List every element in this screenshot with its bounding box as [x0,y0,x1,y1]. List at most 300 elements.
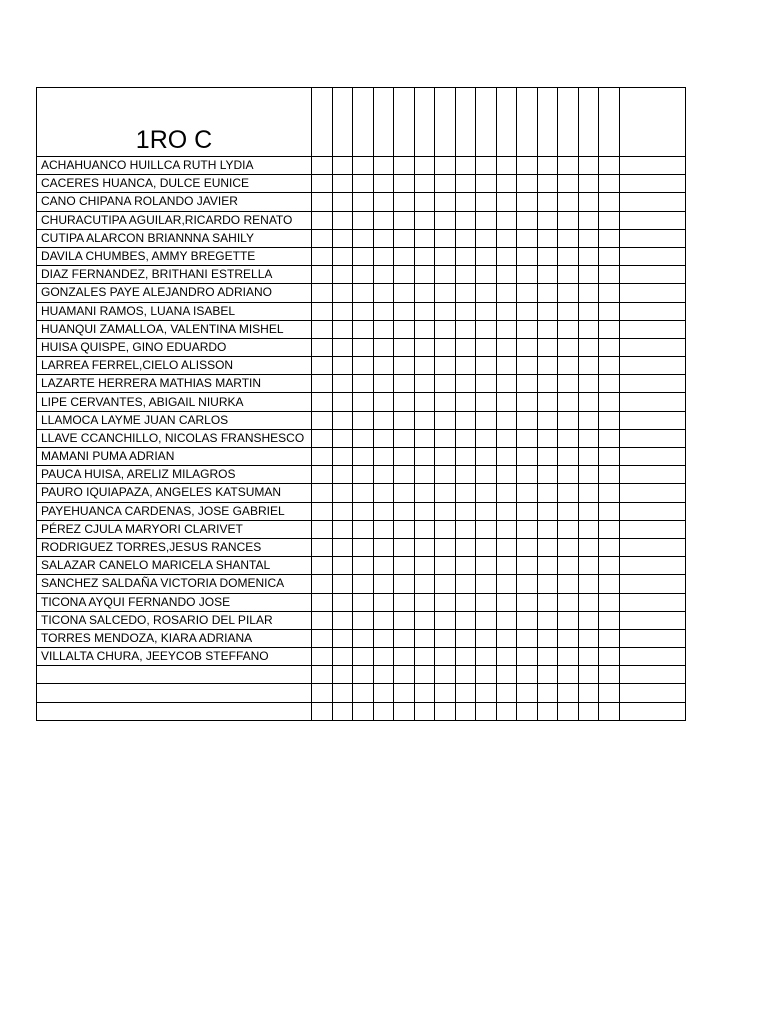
student-name-cell[interactable]: LIPE CERVANTES, ABIGAIL NIURKA [37,393,312,411]
mark-cell[interactable] [517,666,538,684]
mark-cell[interactable] [414,302,435,320]
mark-cell[interactable] [619,302,685,320]
mark-cell[interactable] [394,629,415,647]
mark-cell[interactable] [455,648,476,666]
mark-cell[interactable] [332,302,353,320]
mark-cell[interactable] [558,193,579,211]
mark-cell[interactable] [455,466,476,484]
mark-cell[interactable] [517,575,538,593]
mark-cell[interactable] [414,611,435,629]
mark-cell[interactable] [332,666,353,684]
mark-cell[interactable] [312,211,333,229]
mark-cell[interactable] [619,229,685,247]
mark-cell[interactable] [599,666,620,684]
mark-cell[interactable] [353,702,374,720]
mark-cell[interactable] [496,538,517,556]
mark-cell[interactable] [455,611,476,629]
mark-cell[interactable] [394,211,415,229]
mark-cell[interactable] [537,666,558,684]
student-name-cell[interactable]: SANCHEZ SALDAÑA VICTORIA DOMENICA [37,575,312,593]
mark-cell[interactable] [373,357,394,375]
mark-cell[interactable] [394,666,415,684]
mark-cell[interactable] [353,484,374,502]
mark-cell[interactable] [394,502,415,520]
mark-cell[interactable] [435,666,456,684]
mark-cell[interactable] [599,302,620,320]
header-mark-cell[interactable] [373,88,394,157]
header-mark-cell[interactable] [455,88,476,157]
mark-cell[interactable] [517,175,538,193]
mark-cell[interactable] [578,302,599,320]
mark-cell[interactable] [496,157,517,175]
mark-cell[interactable] [537,266,558,284]
mark-cell[interactable] [435,629,456,647]
mark-cell[interactable] [455,211,476,229]
mark-cell[interactable] [599,448,620,466]
mark-cell[interactable] [599,320,620,338]
student-name-cell[interactable]: LLAVE CCANCHILLO, NICOLAS FRANSHESCO [37,429,312,447]
mark-cell[interactable] [435,247,456,265]
mark-cell[interactable] [496,466,517,484]
mark-cell[interactable] [578,229,599,247]
mark-cell[interactable] [435,466,456,484]
mark-cell[interactable] [476,502,497,520]
mark-cell[interactable] [517,320,538,338]
mark-cell[interactable] [476,320,497,338]
mark-cell[interactable] [455,284,476,302]
mark-cell[interactable] [394,648,415,666]
mark-cell[interactable] [373,375,394,393]
mark-cell[interactable] [599,629,620,647]
mark-cell[interactable] [496,684,517,702]
mark-cell[interactable] [578,175,599,193]
mark-cell[interactable] [517,247,538,265]
mark-cell[interactable] [414,520,435,538]
mark-cell[interactable] [599,557,620,575]
mark-cell[interactable] [496,629,517,647]
mark-cell[interactable] [496,520,517,538]
mark-cell[interactable] [455,157,476,175]
mark-cell[interactable] [373,520,394,538]
mark-cell[interactable] [537,429,558,447]
header-mark-cell[interactable] [599,88,620,157]
mark-cell[interactable] [455,666,476,684]
mark-cell[interactable] [414,175,435,193]
mark-cell[interactable] [496,357,517,375]
mark-cell[interactable] [578,538,599,556]
mark-cell[interactable] [558,520,579,538]
mark-cell[interactable] [312,575,333,593]
mark-cell[interactable] [517,502,538,520]
mark-cell[interactable] [414,448,435,466]
mark-cell[interactable] [332,320,353,338]
mark-cell[interactable] [619,484,685,502]
header-mark-cell[interactable] [353,88,374,157]
mark-cell[interactable] [435,229,456,247]
mark-cell[interactable] [414,357,435,375]
mark-cell[interactable] [394,593,415,611]
mark-cell[interactable] [373,302,394,320]
mark-cell[interactable] [537,302,558,320]
mark-cell[interactable] [435,302,456,320]
mark-cell[interactable] [537,357,558,375]
mark-cell[interactable] [558,229,579,247]
mark-cell[interactable] [537,393,558,411]
mark-cell[interactable] [394,375,415,393]
mark-cell[interactable] [476,429,497,447]
mark-cell[interactable] [517,538,538,556]
mark-cell[interactable] [476,338,497,356]
mark-cell[interactable] [373,175,394,193]
mark-cell[interactable] [373,320,394,338]
mark-cell[interactable] [578,575,599,593]
mark-cell[interactable] [558,629,579,647]
student-name-cell[interactable]: LAZARTE HERRERA MATHIAS MARTIN [37,375,312,393]
mark-cell[interactable] [619,593,685,611]
mark-cell[interactable] [353,302,374,320]
mark-cell[interactable] [414,702,435,720]
mark-cell[interactable] [332,229,353,247]
mark-cell[interactable] [537,629,558,647]
header-mark-cell[interactable] [435,88,456,157]
mark-cell[interactable] [496,666,517,684]
mark-cell[interactable] [619,702,685,720]
mark-cell[interactable] [312,357,333,375]
mark-cell[interactable] [394,284,415,302]
mark-cell[interactable] [332,684,353,702]
student-name-cell[interactable]: DIAZ FERNANDEZ, BRITHANI ESTRELLA [37,266,312,284]
mark-cell[interactable] [599,229,620,247]
mark-cell[interactable] [578,666,599,684]
mark-cell[interactable] [537,702,558,720]
mark-cell[interactable] [394,448,415,466]
mark-cell[interactable] [517,193,538,211]
mark-cell[interactable] [353,193,374,211]
mark-cell[interactable] [599,338,620,356]
mark-cell[interactable] [435,684,456,702]
mark-cell[interactable] [353,429,374,447]
mark-cell[interactable] [599,157,620,175]
mark-cell[interactable] [353,593,374,611]
mark-cell[interactable] [517,484,538,502]
mark-cell[interactable] [435,575,456,593]
mark-cell[interactable] [373,466,394,484]
mark-cell[interactable] [496,702,517,720]
mark-cell[interactable] [517,611,538,629]
mark-cell[interactable] [312,266,333,284]
mark-cell[interactable] [455,320,476,338]
mark-cell[interactable] [373,648,394,666]
mark-cell[interactable] [455,593,476,611]
mark-cell[interactable] [394,157,415,175]
mark-cell[interactable] [353,666,374,684]
mark-cell[interactable] [353,648,374,666]
mark-cell[interactable] [455,629,476,647]
mark-cell[interactable] [578,429,599,447]
student-name-cell[interactable]: HUAMANI RAMOS, LUANA ISABEL [37,302,312,320]
mark-cell[interactable] [435,520,456,538]
mark-cell[interactable] [496,575,517,593]
mark-cell[interactable] [599,466,620,484]
mark-cell[interactable] [537,284,558,302]
mark-cell[interactable] [496,411,517,429]
mark-cell[interactable] [353,684,374,702]
mark-cell[interactable] [476,484,497,502]
mark-cell[interactable] [353,157,374,175]
mark-cell[interactable] [599,593,620,611]
mark-cell[interactable] [394,684,415,702]
mark-cell[interactable] [312,411,333,429]
mark-cell[interactable] [332,411,353,429]
mark-cell[interactable] [414,211,435,229]
student-name-cell[interactable]: PAYEHUANCA CARDENAS, JOSE GABRIEL [37,502,312,520]
mark-cell[interactable] [455,302,476,320]
mark-cell[interactable] [619,175,685,193]
mark-cell[interactable] [312,702,333,720]
mark-cell[interactable] [558,648,579,666]
mark-cell[interactable] [312,375,333,393]
mark-cell[interactable] [537,538,558,556]
mark-cell[interactable] [312,284,333,302]
student-name-cell[interactable]: CACERES HUANCA, DULCE EUNICE [37,175,312,193]
mark-cell[interactable] [537,247,558,265]
mark-cell[interactable] [435,484,456,502]
mark-cell[interactable] [517,466,538,484]
mark-cell[interactable] [599,193,620,211]
mark-cell[interactable] [476,211,497,229]
header-mark-cell[interactable] [312,88,333,157]
mark-cell[interactable] [353,448,374,466]
student-name-cell[interactable]: RODRIGUEZ TORRES,JESUS RANCES [37,538,312,556]
header-mark-cell[interactable] [517,88,538,157]
mark-cell[interactable] [578,338,599,356]
mark-cell[interactable] [373,611,394,629]
mark-cell[interactable] [558,320,579,338]
mark-cell[interactable] [537,466,558,484]
mark-cell[interactable] [435,266,456,284]
mark-cell[interactable] [455,684,476,702]
mark-cell[interactable] [578,157,599,175]
mark-cell[interactable] [353,320,374,338]
mark-cell[interactable] [373,593,394,611]
mark-cell[interactable] [619,193,685,211]
mark-cell[interactable] [353,338,374,356]
mark-cell[interactable] [537,320,558,338]
mark-cell[interactable] [312,538,333,556]
mark-cell[interactable] [517,302,538,320]
mark-cell[interactable] [455,193,476,211]
mark-cell[interactable] [332,393,353,411]
mark-cell[interactable] [435,429,456,447]
mark-cell[interactable] [599,266,620,284]
student-name-cell[interactable]: TICONA SALCEDO, ROSARIO DEL PILAR [37,611,312,629]
mark-cell[interactable] [599,375,620,393]
mark-cell[interactable] [578,611,599,629]
mark-cell[interactable] [496,193,517,211]
student-name-cell[interactable]: HUANQUI ZAMALLOA, VALENTINA MISHEL [37,320,312,338]
mark-cell[interactable] [435,611,456,629]
mark-cell[interactable] [353,411,374,429]
mark-cell[interactable] [312,175,333,193]
mark-cell[interactable] [578,520,599,538]
mark-cell[interactable] [394,466,415,484]
mark-cell[interactable] [414,284,435,302]
mark-cell[interactable] [312,466,333,484]
mark-cell[interactable] [332,520,353,538]
mark-cell[interactable] [496,320,517,338]
mark-cell[interactable] [476,357,497,375]
mark-cell[interactable] [578,284,599,302]
mark-cell[interactable] [476,611,497,629]
mark-cell[interactable] [455,448,476,466]
mark-cell[interactable] [496,611,517,629]
mark-cell[interactable] [332,648,353,666]
mark-cell[interactable] [476,266,497,284]
mark-cell[interactable] [332,538,353,556]
mark-cell[interactable] [599,520,620,538]
student-name-cell[interactable]: MAMANI PUMA ADRIAN [37,448,312,466]
mark-cell[interactable] [455,411,476,429]
mark-cell[interactable] [558,302,579,320]
mark-cell[interactable] [414,648,435,666]
mark-cell[interactable] [373,575,394,593]
mark-cell[interactable] [517,375,538,393]
student-name-cell[interactable]: LLAMOCA LAYME JUAN CARLOS [37,411,312,429]
mark-cell[interactable] [537,520,558,538]
mark-cell[interactable] [578,466,599,484]
mark-cell[interactable] [517,593,538,611]
mark-cell[interactable] [414,320,435,338]
mark-cell[interactable] [517,702,538,720]
mark-cell[interactable] [619,684,685,702]
student-name-cell[interactable]: PÉREZ CJULA MARYORI CLARIVET [37,520,312,538]
mark-cell[interactable] [619,575,685,593]
mark-cell[interactable] [353,211,374,229]
mark-cell[interactable] [578,247,599,265]
mark-cell[interactable] [619,448,685,466]
mark-cell[interactable] [476,684,497,702]
mark-cell[interactable] [414,375,435,393]
mark-cell[interactable] [619,284,685,302]
mark-cell[interactable] [558,157,579,175]
header-mark-cell[interactable] [414,88,435,157]
student-name-cell[interactable] [37,702,312,720]
header-mark-cell[interactable] [619,88,685,157]
mark-cell[interactable] [476,466,497,484]
mark-cell[interactable] [619,211,685,229]
mark-cell[interactable] [312,393,333,411]
mark-cell[interactable] [414,411,435,429]
mark-cell[interactable] [537,211,558,229]
mark-cell[interactable] [517,211,538,229]
mark-cell[interactable] [517,411,538,429]
mark-cell[interactable] [332,629,353,647]
mark-cell[interactable] [312,557,333,575]
mark-cell[interactable] [619,393,685,411]
mark-cell[interactable] [373,338,394,356]
mark-cell[interactable] [517,684,538,702]
mark-cell[interactable] [435,502,456,520]
mark-cell[interactable] [599,247,620,265]
mark-cell[interactable] [517,393,538,411]
mark-cell[interactable] [496,211,517,229]
student-name-cell[interactable]: PAURO IQUIAPAZA, ANGELES KATSUMAN [37,484,312,502]
mark-cell[interactable] [394,411,415,429]
mark-cell[interactable] [394,575,415,593]
mark-cell[interactable] [517,648,538,666]
mark-cell[interactable] [558,593,579,611]
mark-cell[interactable] [558,247,579,265]
mark-cell[interactable] [537,338,558,356]
mark-cell[interactable] [476,648,497,666]
mark-cell[interactable] [373,484,394,502]
mark-cell[interactable] [476,375,497,393]
mark-cell[interactable] [517,229,538,247]
mark-cell[interactable] [353,575,374,593]
mark-cell[interactable] [578,593,599,611]
mark-cell[interactable] [312,593,333,611]
mark-cell[interactable] [373,629,394,647]
mark-cell[interactable] [455,484,476,502]
mark-cell[interactable] [619,611,685,629]
mark-cell[interactable] [476,557,497,575]
mark-cell[interactable] [332,502,353,520]
mark-cell[interactable] [578,320,599,338]
mark-cell[interactable] [455,338,476,356]
header-mark-cell[interactable] [332,88,353,157]
mark-cell[interactable] [578,393,599,411]
mark-cell[interactable] [619,629,685,647]
student-name-cell[interactable]: PAUCA HUISA, ARELIZ MILAGROS [37,466,312,484]
mark-cell[interactable] [619,157,685,175]
mark-cell[interactable] [578,484,599,502]
mark-cell[interactable] [599,648,620,666]
mark-cell[interactable] [353,266,374,284]
student-name-cell[interactable]: HUISA QUISPE, GINO EDUARDO [37,338,312,356]
mark-cell[interactable] [435,284,456,302]
mark-cell[interactable] [332,448,353,466]
mark-cell[interactable] [619,466,685,484]
mark-cell[interactable] [517,338,538,356]
mark-cell[interactable] [312,648,333,666]
mark-cell[interactable] [353,502,374,520]
mark-cell[interactable] [332,175,353,193]
mark-cell[interactable] [599,484,620,502]
mark-cell[interactable] [599,684,620,702]
mark-cell[interactable] [619,247,685,265]
mark-cell[interactable] [558,375,579,393]
mark-cell[interactable] [414,666,435,684]
mark-cell[interactable] [517,157,538,175]
mark-cell[interactable] [496,302,517,320]
mark-cell[interactable] [373,684,394,702]
header-mark-cell[interactable] [537,88,558,157]
mark-cell[interactable] [537,193,558,211]
mark-cell[interactable] [414,466,435,484]
mark-cell[interactable] [496,448,517,466]
mark-cell[interactable] [414,229,435,247]
mark-cell[interactable] [373,193,394,211]
mark-cell[interactable] [373,284,394,302]
mark-cell[interactable] [414,338,435,356]
mark-cell[interactable] [558,411,579,429]
mark-cell[interactable] [394,302,415,320]
student-name-cell[interactable] [37,666,312,684]
header-mark-cell[interactable] [578,88,599,157]
mark-cell[interactable] [332,575,353,593]
mark-cell[interactable] [312,629,333,647]
mark-cell[interactable] [537,175,558,193]
